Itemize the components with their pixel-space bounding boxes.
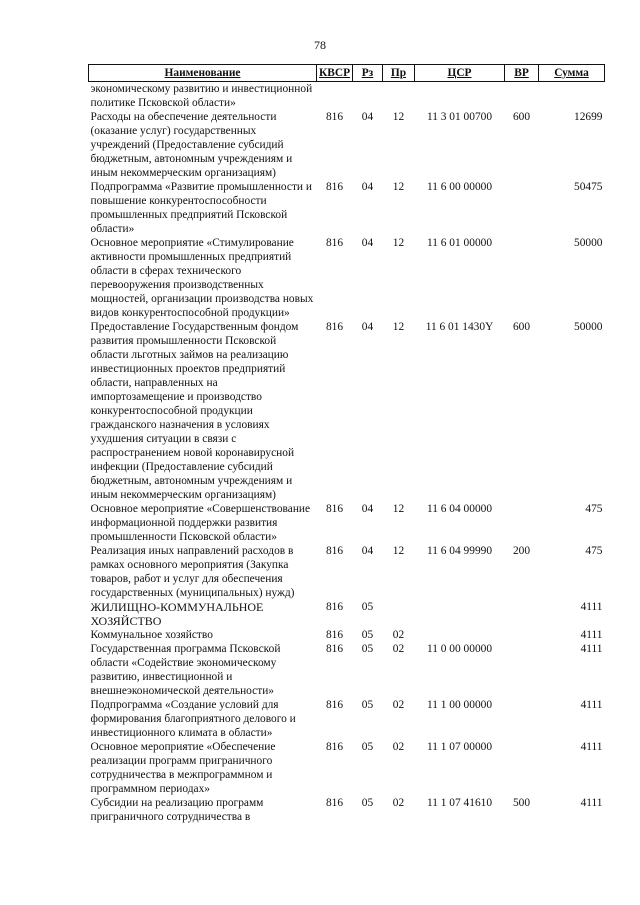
table-row [89, 698, 605, 740]
row-kvsr: 816 [325, 503, 344, 515]
row-name: экономическому развитию и инвестиционной политике Псковской области» [90, 83, 313, 109]
row-sum: 50475 [574, 181, 603, 193]
row-csr: 11 6 00 00000 [426, 181, 493, 193]
table-row [89, 110, 605, 180]
row-pr: 02 [392, 741, 405, 753]
row-vr [505, 180, 539, 236]
row-vr [505, 82, 539, 111]
header-name: Наименование [89, 65, 317, 82]
header-rz: Рз [353, 65, 383, 82]
row-name: Государственная программа Псковской области «Содействие экономическому развитию, инвестиционной и внешнеэкономической деятельности» [90, 643, 281, 697]
row-csr: 11 6 01 00000 [426, 237, 493, 249]
row-sum: 50000 [574, 237, 603, 249]
row-csr [415, 628, 505, 642]
row-rz: 05 [361, 741, 374, 753]
row-sum: 50000 [574, 321, 603, 333]
row-sum: 12699 [574, 111, 603, 123]
row-name: Расходы на обеспечение деятельности (оказание услуг) государственных учреждений (Предоставление субсидий бюджетным, автономным учреждениям и иным некоммерческим организациям) [90, 111, 293, 179]
row-vr: 600 [512, 111, 531, 123]
row-vr [505, 600, 539, 628]
row-pr: 02 [392, 643, 405, 655]
row-kvsr: 816 [325, 181, 344, 193]
row-sum: 475 [585, 503, 603, 515]
row-name: Основное мероприятие «Обеспечение реализации программ приграничного сотрудничества в межпрограммном и программном периодах» [90, 741, 276, 795]
row-vr [505, 502, 539, 544]
row-rz: 04 [361, 111, 374, 123]
row-kvsr: 816 [325, 237, 344, 249]
row-vr [505, 628, 539, 642]
row-pr: 12 [392, 111, 405, 123]
row-csr [415, 82, 505, 111]
row-csr: 11 6 04 99990 [426, 545, 493, 557]
row-sum: 4111 [580, 601, 603, 613]
row-csr: 11 6 04 00000 [426, 503, 493, 515]
row-kvsr: 816 [325, 629, 344, 641]
header-pr: Пр [383, 65, 415, 82]
row-kvsr: 816 [325, 797, 344, 809]
row-kvsr: 816 [325, 741, 344, 753]
row-pr: 12 [392, 237, 405, 249]
row-sum [539, 82, 605, 111]
row-kvsr: 816 [325, 545, 344, 557]
row-vr: 600 [512, 321, 531, 333]
table-body [89, 82, 605, 825]
row-kvsr [317, 82, 353, 111]
row-name: Основное мероприятие «Совершенствование информационной поддержки развития промышленности Псковской области» [90, 503, 311, 543]
page-number: 78 [314, 38, 326, 52]
row-name: Подпрограмма «Создание условий для формирования благоприятного делового и инвестиционного климата в области» [90, 699, 296, 739]
row-name: Реализация иных направлений расходов в рамках основного мероприятия (Закупка товаров, работ и услуг для обеспечения государственных (муниципальных) нужд) [90, 545, 295, 599]
row-pr: 12 [392, 321, 405, 333]
row-name: Основное мероприятие «Стимулирование активности промышленных предприятий области в сферах технического перевооружения производственных мощностей, организации производства новых видов конкурентоспособной продукции» [90, 237, 314, 319]
row-sum: 4111 [580, 643, 603, 655]
row-kvsr: 816 [325, 321, 344, 333]
row-kvsr: 816 [325, 643, 344, 655]
table-row [89, 320, 605, 502]
row-sum: 4111 [580, 741, 603, 753]
table-row [89, 642, 605, 698]
table-row [89, 796, 605, 824]
row-csr [415, 600, 505, 628]
table-row [89, 544, 605, 600]
row-csr: 11 6 01 1430Y [425, 321, 494, 333]
row-rz: 04 [361, 321, 374, 333]
row-csr: 11 3 01 00700 [426, 111, 493, 123]
row-csr: 11 1 00 00000 [426, 699, 493, 711]
row-pr: 02 [392, 797, 405, 809]
row-rz: 05 [361, 629, 374, 641]
row-pr: 12 [392, 181, 405, 193]
table-row [89, 600, 605, 628]
row-kvsr: 816 [325, 111, 344, 123]
row-sum: 4111 [580, 629, 603, 641]
row-csr: 11 0 00 00000 [426, 643, 493, 655]
table-row [89, 180, 605, 236]
row-vr [505, 740, 539, 796]
row-name: Коммунальное хозяйство [90, 629, 213, 641]
row-rz: 04 [361, 503, 374, 515]
row-sum: 4111 [580, 797, 603, 809]
row-kvsr: 816 [325, 601, 344, 613]
row-name: Субсидии на реализацию программ приграничного сотрудничества в [90, 797, 264, 823]
header-kvsr: КВСР [317, 65, 353, 82]
row-rz: 04 [361, 545, 374, 557]
header-csr: ЦСР [415, 65, 505, 82]
row-vr: 200 [512, 545, 531, 557]
row-sum: 475 [585, 545, 603, 557]
row-sum: 4111 [580, 699, 603, 711]
row-pr: 12 [392, 545, 405, 557]
row-vr [505, 642, 539, 698]
row-rz: 05 [361, 699, 374, 711]
row-csr: 11 1 07 41610 [426, 797, 493, 809]
row-rz: 04 [361, 237, 374, 249]
table-row [89, 236, 605, 320]
row-rz [353, 82, 383, 111]
row-pr [383, 82, 415, 111]
row-rz: 05 [361, 601, 374, 613]
row-name: Подпрограмма «Развитие промышленности и повышение конкурентоспособности промышленных предприятий Псковской области» [90, 181, 312, 235]
row-pr [383, 600, 415, 628]
row-pr: 02 [392, 629, 405, 641]
header-vr: ВР [505, 65, 539, 82]
table-row [89, 740, 605, 796]
row-rz: 04 [361, 181, 374, 193]
row-rz: 05 [361, 643, 374, 655]
row-vr: 500 [512, 797, 531, 809]
row-pr: 12 [392, 503, 405, 515]
row-vr [505, 698, 539, 740]
row-kvsr: 816 [325, 699, 344, 711]
row-name: Предоставление Государственным фондом развития промышленности Псковской области льготных займов на реализацию инвестиционных проектов предприятий области, направленных на импортозамещение и производство конкурентоспособной продукции гражданского назначения в условиях ухудшения ситуации в связи с распространением новой коронавирусной инфекции (Предоставление субсидий бюджетным, автономным учреждениям и иным некоммерческим организациям) [90, 321, 299, 501]
table-row [89, 628, 605, 642]
row-csr: 11 1 07 00000 [426, 741, 493, 753]
table-row [89, 82, 605, 111]
header-sum: Сумма [539, 65, 605, 82]
row-vr [505, 236, 539, 320]
row-name: ЖИЛИЩНО-КОММУНАЛЬНОЕ ХОЗЯЙСТВО [90, 600, 264, 628]
table-row [89, 502, 605, 544]
table-header-row [89, 65, 605, 82]
row-rz: 05 [361, 797, 374, 809]
row-pr: 02 [392, 699, 405, 711]
budget-table [88, 64, 605, 824]
